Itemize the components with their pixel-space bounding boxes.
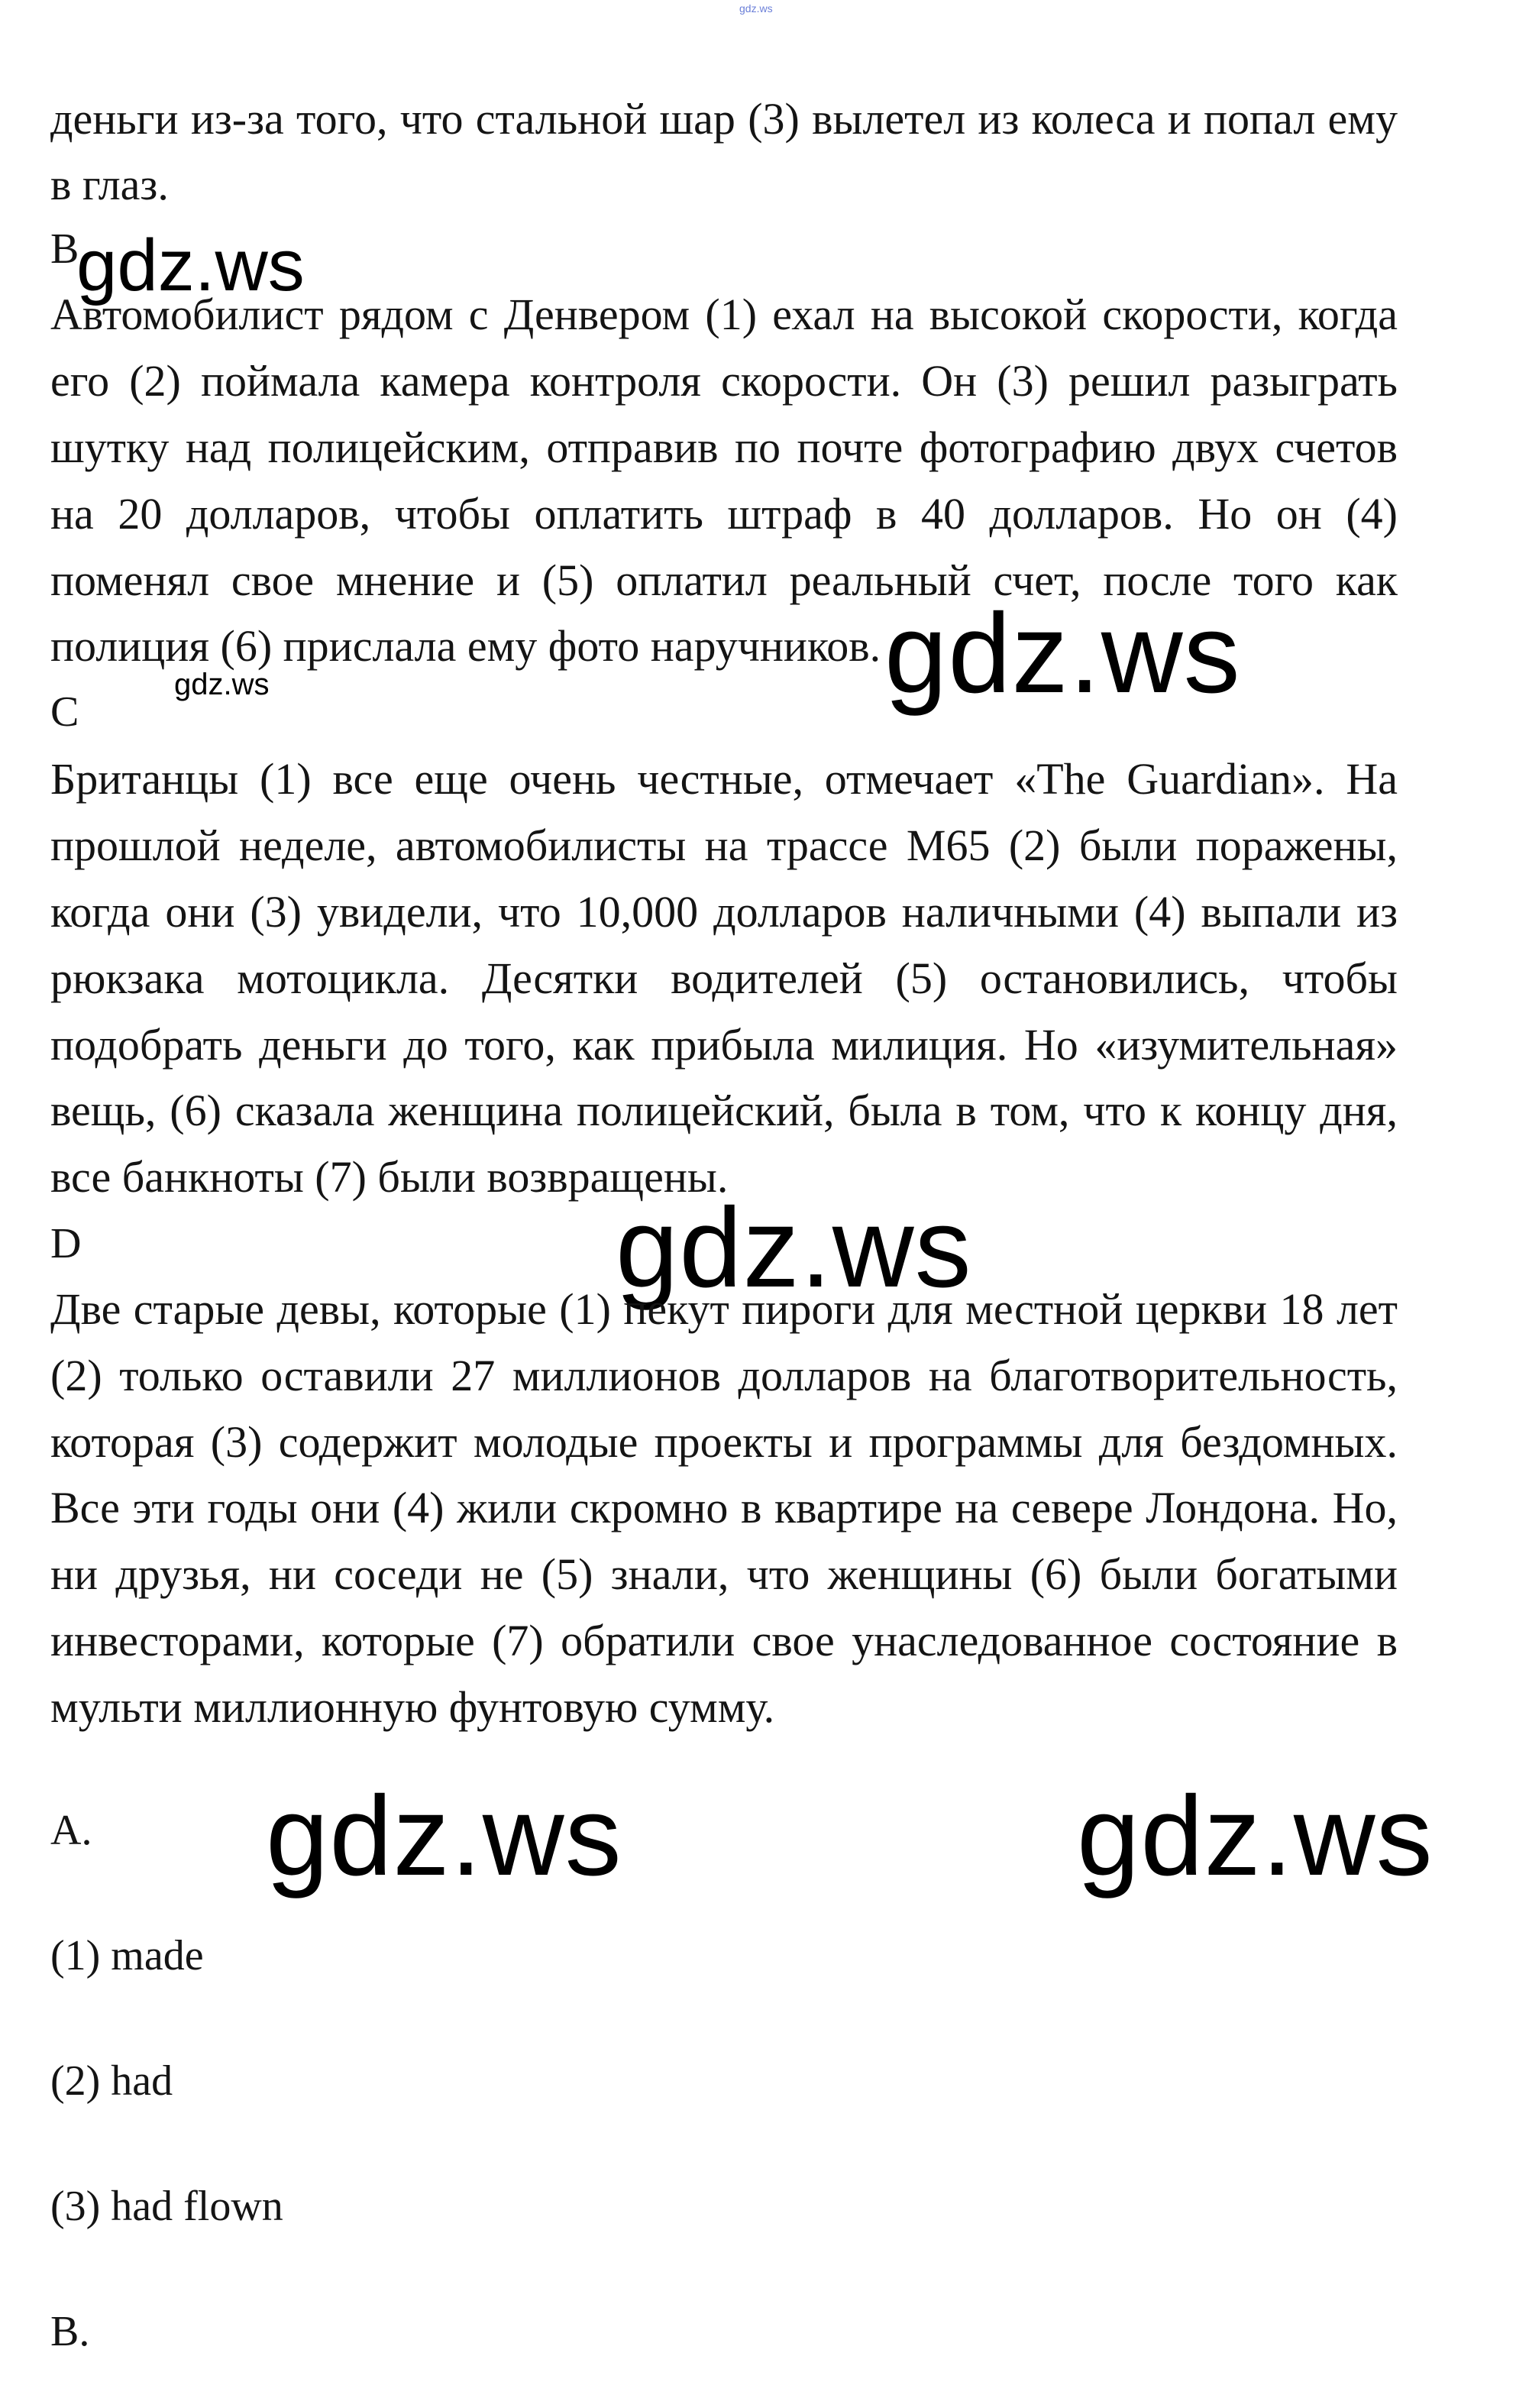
section-c-line-3: когда они (3) увидели, что 10,000 долларов наличными (4) выпали из <box>50 887 1398 937</box>
section-d-line-3: которая (3) содержит молодые проекты и программы для бездомных. <box>50 1417 1398 1467</box>
section-c-line-5: подобрать деньги до того, как прибыла милиция. Но «изумительная» <box>50 1020 1398 1070</box>
section-c-line-1: Британцы (1) все еще очень честные, отмечает «The Guardian». На <box>50 754 1398 804</box>
answers-a-label: A. <box>50 1807 92 1854</box>
section-b-line-6: полиция (6) прислала ему фото наручников. <box>50 621 881 671</box>
section-d-line-1: Две старые девы, которые (1) пекут пироги для местной церкви 18 лет <box>50 1284 1398 1334</box>
section-d-line-5: ни друзья, ни соседи не (5) знали, что женщины (6) были богатыми <box>50 1549 1398 1599</box>
section-b-label: B <box>50 225 79 273</box>
answer-a-3: (3) had flown <box>50 2183 283 2230</box>
section-c-line-7: все банкноты (7) были возвращены. <box>50 1152 729 1202</box>
watermark-answers-right: gdz.ws <box>1077 1773 1434 1899</box>
section-d-label: D <box>50 1220 82 1267</box>
answers-b-label: B. <box>50 2308 90 2355</box>
section-b-line-3: шутку над полицейским, отправив по почте фотографию двух счетов <box>50 422 1398 472</box>
section-c-line-2: прошлой неделе, автомобилисты на трассе M65 (2) были поражены, <box>50 820 1398 870</box>
section-b-line-5: поменял свое мнение и (5) оплатил реальный счет, после того как <box>50 555 1398 605</box>
section-d-line-6: инвесторами, которые (7) обратили свое унаследованное состояние в <box>50 1616 1398 1665</box>
section-b-line-2: его (2) поймала камера контроля скорости. Он (3) решил разыграть <box>50 356 1398 406</box>
watermark-b-label: gdz.ws <box>76 225 305 306</box>
answer-a-2: (2) had <box>50 2057 173 2105</box>
section-d-line-2: (2) только оставили 27 миллионов долларов на благотворительность, <box>50 1351 1398 1400</box>
section-c-label: C <box>50 688 79 736</box>
section-d-line-7: мульти миллионную фунтовую сумму. <box>50 1682 775 1732</box>
section-c-line-4: рюкзака мотоцикла. Десятки водителей (5) остановились, чтобы <box>50 953 1398 1003</box>
watermark-section-d: gdz.ws <box>616 1185 972 1311</box>
watermark-section-b-small: gdz.ws <box>174 668 270 701</box>
watermark-section-b: gdz.ws <box>884 591 1241 717</box>
section-c-line-6: вещь, (6) сказала женщина полицейский, была в том, что к концу дня, <box>50 1086 1398 1135</box>
section-d-line-4: Все эти годы они (4) жили скромно в квартире на севере Лондона. Но, <box>50 1483 1398 1533</box>
section-b-line-1: Автомобилист рядом с Денвером (1) ехал на высокой скорости, когда <box>50 290 1398 339</box>
watermark-top: gdz.ws <box>739 2 773 15</box>
section-a-line-1: деньги из-за того, что стальной шар (3) вылетел из колеса и попал ему <box>50 94 1398 144</box>
answer-a-1: (1) made <box>50 1932 204 1979</box>
section-a-line-2: в глаз. <box>50 160 169 209</box>
section-b-line-4: на 20 долларов, чтобы оплатить штраф в 40 долларов. Но он (4) <box>50 489 1398 539</box>
watermark-answers-left: gdz.ws <box>266 1773 622 1899</box>
